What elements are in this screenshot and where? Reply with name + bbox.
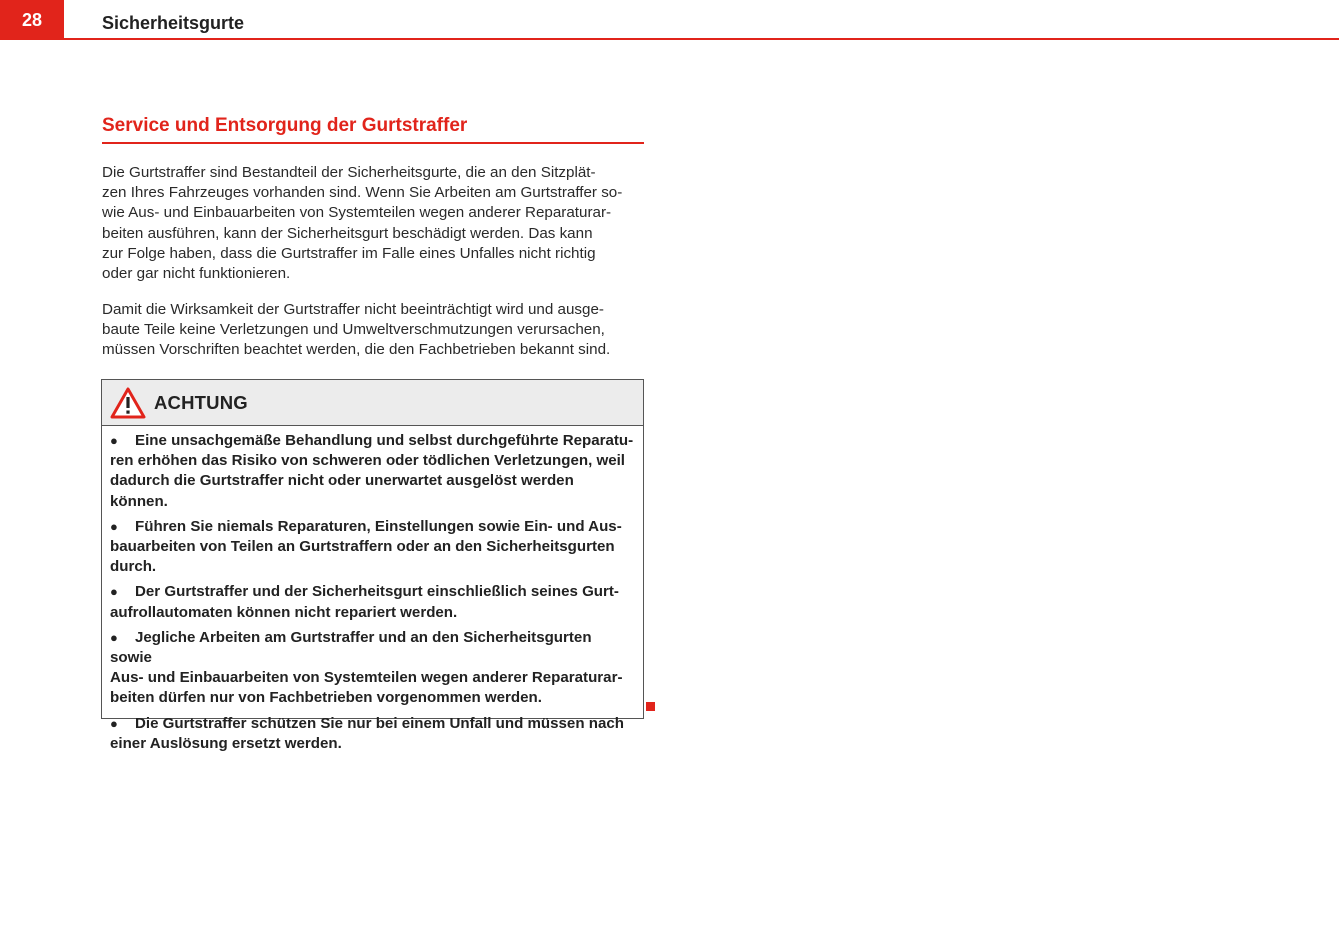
warning-item: [110, 714, 635, 754]
bullet-icon: ●: [110, 433, 118, 448]
warning-item: [110, 431, 635, 512]
paragraph-line: baute Teile keine Verletzungen und Umweltverschmutzungen verursachen,: [102, 321, 605, 339]
paragraph-line: oder gar nicht funktionieren.: [102, 265, 291, 283]
warning-line-text: Führen Sie niemals Reparaturen, Einstellungen sowie Ein- und Aus-: [135, 517, 622, 535]
warning-line: aufrollautomaten können nicht repariert werden.: [110, 603, 458, 621]
warning-line: durch.: [110, 558, 157, 576]
chapter-title: Sicherheitsgurte: [102, 13, 245, 33]
bullet-icon: ●: [110, 629, 118, 645]
paragraph-line: zur Folge haben, dass die Gurtstraffer im Falle eines Unfalles nicht richtig: [102, 244, 596, 262]
warning-line: ren erhöhen das Risiko von schweren oder tödlichen Verletzungen, weil: [110, 452, 625, 470]
warning-triangle-icon: [110, 387, 146, 419]
warning-line: Aus- und Einbauarbeiten von Systemteilen wegen anderer Reparaturar-: [110, 669, 623, 687]
paragraph-line: zen Ihres Fahrzeuges vorhanden sind. Wenn Sie Arbeiten am Gurtstraffer so-: [102, 184, 623, 202]
warning-list: [102, 426, 643, 754]
warning-line-text: Eine unsachgemäße Behandlung und selbst durchgeführte Reparatu-: [135, 432, 634, 449]
warning-line: beiten dürfen nur von Fachbetrieben vorgenommen werden.: [110, 689, 542, 707]
section-end-marker: [646, 702, 655, 711]
warning-line: dadurch die Gurtstraffer nicht oder unerwartet ausgelöst werden können.: [110, 472, 574, 510]
warning-line-text: Die Gurtstraffer schützen Sie nur bei einem Unfall und müssen nach: [135, 714, 624, 732]
paragraph-line: beiten ausführen, kann der Sicherheitsgurt beschädigt werden. Das kann: [102, 224, 593, 242]
warning-header: [102, 380, 643, 426]
paragraph-line: wie Aus- und Einbauarbeiten von Systemteilen wegen anderer Reparaturar-: [102, 204, 612, 222]
warning-line: bauarbeiten von Teilen an Gurtstraffern oder an den Sicherheitsgurten: [110, 538, 615, 556]
header-rule: [0, 38, 1339, 40]
warning-line: einer Auslösung ersetzt werden.: [110, 734, 342, 752]
paragraph-line: müssen Vorschriften beachtet werden, die den Fachbetrieben bekannt sind.: [102, 341, 611, 359]
warning-item: [110, 628, 635, 709]
warning-line: [110, 582, 635, 602]
bullet-icon: ●: [110, 715, 118, 731]
warning-line: [110, 431, 635, 451]
warning-line-text: Jegliche Arbeiten am Gurtstraffer und an den Sicherheitsgurten sowie: [110, 628, 592, 667]
warning-box: [101, 379, 644, 752]
paragraph-2: [102, 300, 647, 361]
warning-item: [110, 517, 635, 578]
page-header: [0, 0, 1339, 42]
warning-line: [110, 714, 635, 734]
bullet-icon: ●: [110, 584, 118, 600]
paragraph-1: [102, 163, 647, 284]
warning-line: [110, 517, 635, 537]
paragraph-line: Damit die Wirksamkeit der Gurtstraffer nicht beeinträchtigt wird und ausge-: [102, 301, 604, 318]
warning-line-text: Der Gurtstraffer und der Sicherheitsgurt einschließlich seines Gurt-: [135, 583, 619, 601]
page-number: 28: [0, 0, 64, 40]
warning-item: [110, 582, 635, 622]
warning-title: ACHTUNG: [154, 391, 248, 413]
warning-line: [110, 628, 635, 668]
bullet-icon: ●: [110, 518, 118, 534]
section-title: Service und Entsorgung der Gurtstraffer: [102, 115, 644, 144]
paragraph-line: Die Gurtstraffer sind Bestandteil der Sicherheitsgurte, die an den Sitzplät-: [102, 164, 596, 181]
